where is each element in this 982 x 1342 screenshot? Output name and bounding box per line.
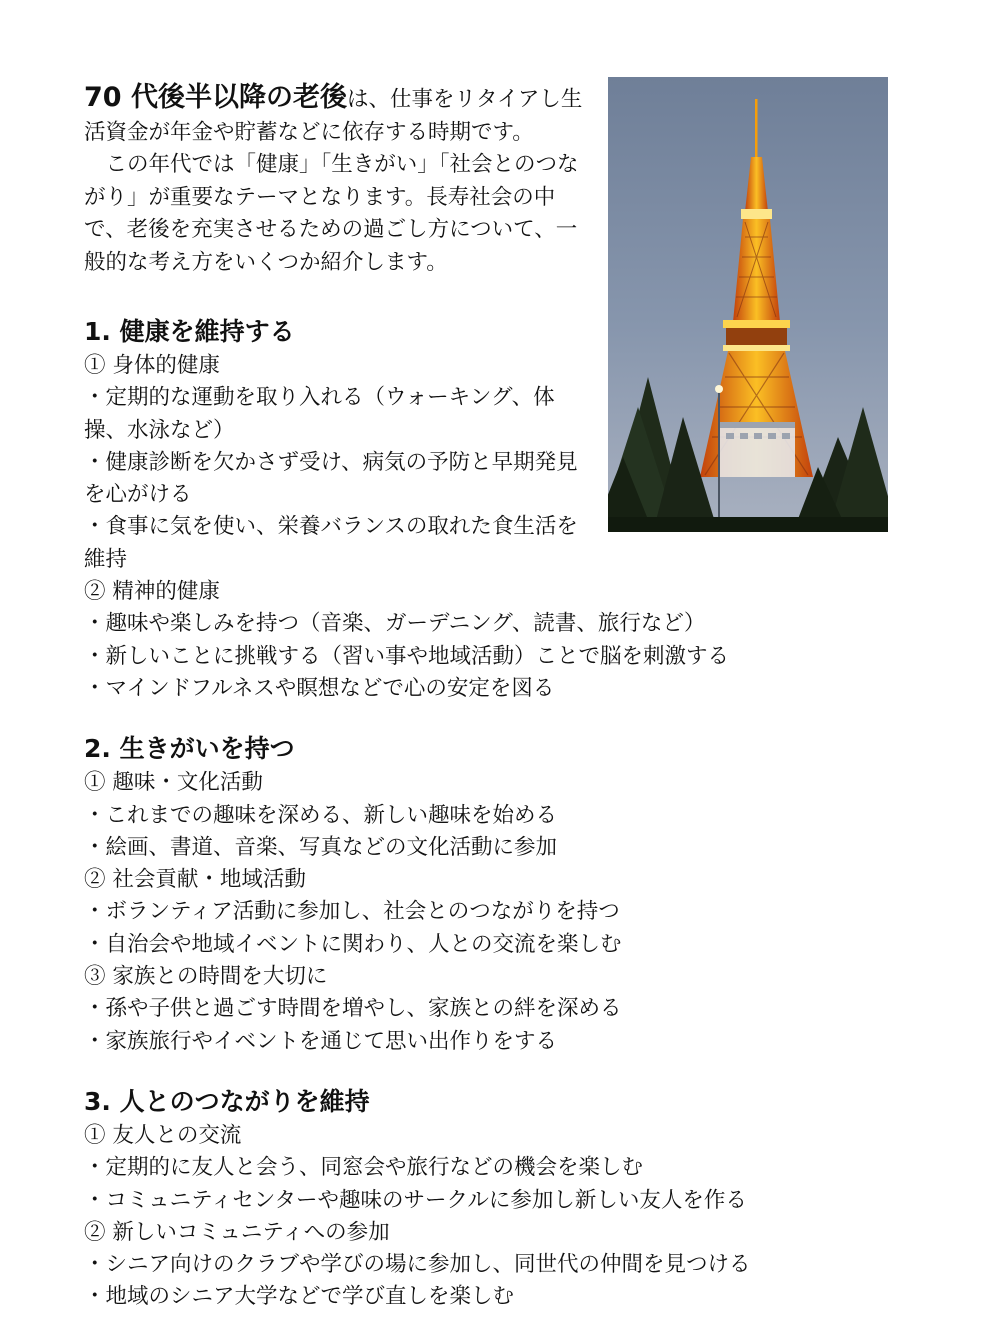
subsection-hobbies: ① 趣味・文化活動 — [84, 770, 263, 796]
bullet-item: ・新しいことに挑戦する（習い事や地域活動）ことで脳を刺激する — [84, 643, 730, 669]
bullet-item: ・シニア向けのクラブや学びの場に参加し、同世代の仲間を見つける — [84, 1252, 751, 1278]
bullet-item: ・食事に気を使い、栄養バランスの取れた食生活を維持 — [84, 514, 578, 572]
subsection-friends: ① 友人との交流 — [84, 1122, 242, 1148]
bullet-item: ・家族旅行やイベントを通じて思い出作りをする — [84, 1028, 558, 1054]
bullet-item: ・健康診断を欠かさず受け、病気の予防と早期発見を心がける — [84, 449, 578, 508]
body-content — [84, 314, 814, 1314]
bullet-item: ・ボランティア活動に参加し、社会とのつながりを持つ — [84, 899, 620, 925]
subsection-mental-health: ② 精神的健康 — [84, 579, 220, 605]
section-spacer — [84, 1058, 814, 1084]
bullet-item: ・趣味や楽しみを持つ（音楽、ガーデニング、読書、旅行など） — [84, 611, 706, 637]
section-heading-purpose: 2. 生きがいを持つ — [84, 734, 295, 764]
bullet-item: ・これまでの趣味を深める、新しい趣味を始める — [84, 802, 558, 828]
section-spacer — [84, 705, 814, 731]
bullet-item: ・孫や子供と過ごす時間を増やし、家族との絆を深める — [84, 996, 622, 1022]
section-heading-health: 1. 健康を維持する — [84, 317, 295, 346]
bullet-item: ・定期的に友人と会う、同窓会や旅行などの機会を楽しむ — [84, 1155, 644, 1181]
intro-paragraph-1 — [84, 82, 589, 149]
subsection-family: ③ 家族との時間を大切に — [84, 964, 328, 990]
intro-paragraph-2: この年代では「健康」「生きがい」「社会とのつながり」が重要なテーマとなります。長寿社会の中で、老後を充実させるための過ごし方について、一般的な考え方をいくつか紹介します。 — [84, 152, 579, 275]
bullet-item: ・絵画、書道、音楽、写真などの文化活動に参加 — [84, 834, 558, 860]
intro-block — [84, 82, 589, 279]
bullet-item: ・マインドフルネスや瞑想などで心の安定を図る — [84, 675, 555, 701]
bullet-item: ・自治会や地域イベントに関わり、人との交流を楽しむ — [84, 931, 622, 957]
subsection-community: ② 社会貢献・地域活動 — [84, 867, 306, 893]
lead-title: 70 代後半以降の老後 — [84, 82, 347, 113]
bullet-item: ・コミュニティセンターや趣味のサークルに参加し新しい友人を作る — [84, 1187, 747, 1213]
section-heading-connections: 3. 人とのつながりを維持 — [84, 1086, 370, 1116]
subsection-new-community: ② 新しいコミュニティへの参加 — [84, 1219, 390, 1245]
bullet-item: ・地域のシニア大学などで学び直しを楽しむ — [84, 1284, 515, 1310]
bullet-item: ・定期的な運動を取り入れる（ウォーキング、体操、水泳など） — [84, 385, 555, 443]
subsection-physical-health: ① 身体的健康 — [84, 353, 220, 378]
lead-title-suffix: は、仕事をリタイアし生活資金が年金や貯蓄などに依存する時期です。 — [84, 87, 583, 145]
